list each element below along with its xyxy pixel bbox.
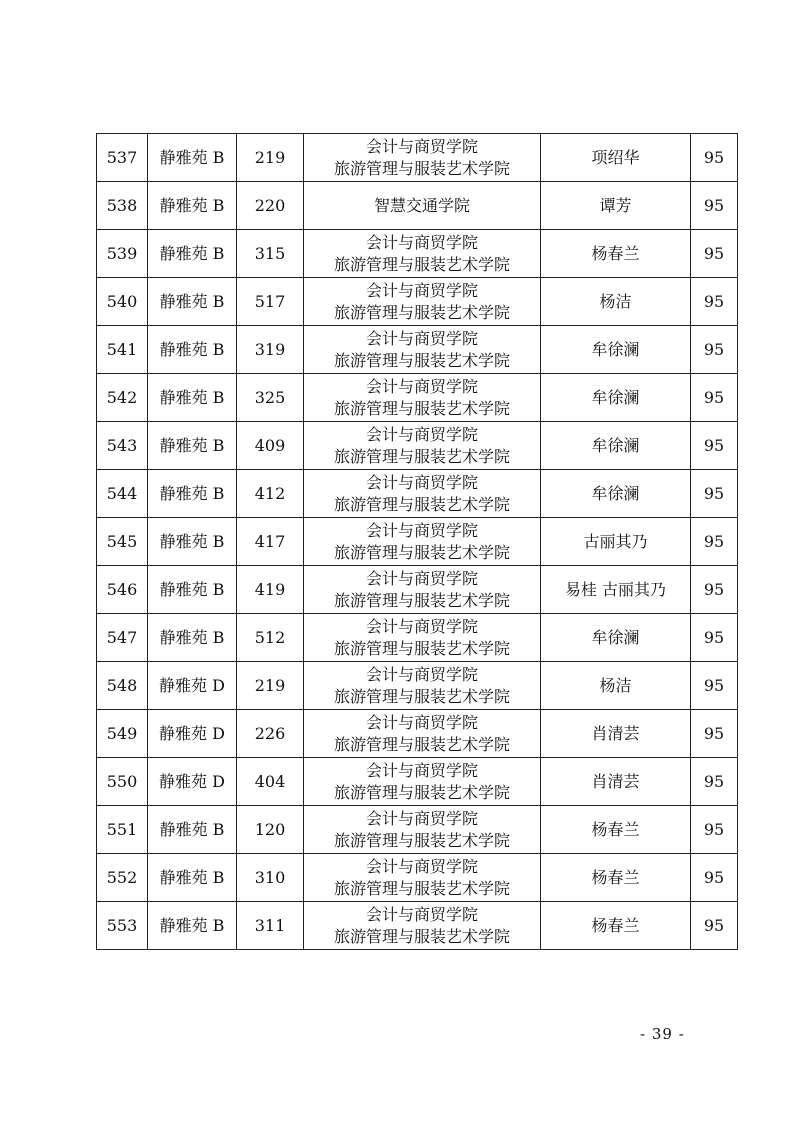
building-cell: 静雅苑 B (148, 326, 237, 374)
college-line: 会计与商贸学院 (365, 424, 478, 444)
row-number-cell: 537 (97, 134, 148, 182)
teacher-cell: 谭芳 (541, 182, 691, 230)
row-number-cell: 538 (97, 182, 148, 230)
row-number-cell: 552 (97, 854, 148, 902)
room-cell: 219 (237, 662, 304, 710)
teacher-cell: 牟徐澜 (541, 614, 691, 662)
college-line: 旅游管理与服装艺术学院 (333, 830, 510, 850)
room-cell: 120 (237, 806, 304, 854)
room-cell: 220 (237, 182, 304, 230)
row-number-cell: 540 (97, 278, 148, 326)
table-row (97, 614, 738, 662)
score-cell: 95 (691, 806, 738, 854)
row-number-cell: 542 (97, 374, 148, 422)
college-line: 会计与商贸学院 (365, 232, 478, 252)
college-line: 会计与商贸学院 (365, 760, 478, 780)
college-cell (304, 614, 541, 662)
college-line: 旅游管理与服装艺术学院 (333, 734, 510, 754)
building-cell: 静雅苑 B (148, 422, 237, 470)
table-row (97, 758, 738, 806)
score-cell: 95 (691, 518, 738, 566)
room-cell: 226 (237, 710, 304, 758)
college-cell (304, 470, 541, 518)
college-cell (304, 854, 541, 902)
college-line: 会计与商贸学院 (365, 664, 478, 684)
building-cell: 静雅苑 B (148, 518, 237, 566)
table-row (97, 470, 738, 518)
table-row (97, 662, 738, 710)
room-cell: 310 (237, 854, 304, 902)
college-cell (304, 422, 541, 470)
score-cell: 95 (691, 470, 738, 518)
teacher-cell: 杨春兰 (541, 230, 691, 278)
college-line: 旅游管理与服装艺术学院 (333, 350, 510, 370)
college-cell (304, 134, 541, 182)
college-line: 旅游管理与服装艺术学院 (333, 494, 510, 514)
building-cell: 静雅苑 B (148, 470, 237, 518)
table-row (97, 326, 738, 374)
college-line: 旅游管理与服装艺术学院 (333, 542, 510, 562)
college-line: 旅游管理与服装艺术学院 (333, 590, 510, 610)
teacher-cell: 牟徐澜 (541, 374, 691, 422)
college-line: 旅游管理与服装艺术学院 (333, 158, 510, 178)
college-line: 会计与商贸学院 (365, 136, 478, 156)
building-cell: 静雅苑 B (148, 614, 237, 662)
teacher-cell: 项绍华 (541, 134, 691, 182)
building-cell: 静雅苑 B (148, 182, 237, 230)
score-cell: 95 (691, 182, 738, 230)
room-cell: 517 (237, 278, 304, 326)
score-cell: 95 (691, 614, 738, 662)
college-cell (304, 374, 541, 422)
building-cell: 静雅苑 B (148, 566, 237, 614)
building-cell: 静雅苑 D (148, 758, 237, 806)
table-row (97, 278, 738, 326)
college-line: 旅游管理与服装艺术学院 (333, 302, 510, 322)
teacher-cell: 杨春兰 (541, 902, 691, 950)
row-number-cell: 553 (97, 902, 148, 950)
score-cell: 95 (691, 854, 738, 902)
college-line: 会计与商贸学院 (365, 376, 478, 396)
row-number-cell: 544 (97, 470, 148, 518)
row-number-cell: 543 (97, 422, 148, 470)
college-line: 旅游管理与服装艺术学院 (333, 878, 510, 898)
teacher-cell: 肖清芸 (541, 758, 691, 806)
room-cell: 315 (237, 230, 304, 278)
room-cell: 417 (237, 518, 304, 566)
table-row (97, 710, 738, 758)
score-cell: 95 (691, 134, 738, 182)
college-line: 智慧交通学院 (373, 195, 470, 215)
score-cell: 95 (691, 566, 738, 614)
table-row (97, 134, 738, 182)
building-cell: 静雅苑 D (148, 710, 237, 758)
score-cell: 95 (691, 230, 738, 278)
college-cell (304, 278, 541, 326)
table-row (97, 902, 738, 950)
row-number-cell: 545 (97, 518, 148, 566)
row-number-cell: 549 (97, 710, 148, 758)
college-cell (304, 662, 541, 710)
building-cell: 静雅苑 B (148, 374, 237, 422)
college-line: 会计与商贸学院 (365, 568, 478, 588)
college-cell (304, 710, 541, 758)
college-cell (304, 806, 541, 854)
room-cell: 409 (237, 422, 304, 470)
teacher-cell: 易桂 古丽其乃 (541, 566, 691, 614)
building-cell: 静雅苑 B (148, 134, 237, 182)
score-cell: 95 (691, 278, 738, 326)
college-line: 会计与商贸学院 (365, 616, 478, 636)
college-line: 会计与商贸学院 (365, 808, 478, 828)
college-cell (304, 518, 541, 566)
table-row (97, 182, 738, 230)
row-number-cell: 550 (97, 758, 148, 806)
score-cell: 95 (691, 422, 738, 470)
room-cell: 404 (237, 758, 304, 806)
college-line: 会计与商贸学院 (365, 328, 478, 348)
college-line: 旅游管理与服装艺术学院 (333, 254, 510, 274)
table-row (97, 854, 738, 902)
room-cell: 219 (237, 134, 304, 182)
college-line: 旅游管理与服装艺术学院 (333, 782, 510, 802)
college-cell (304, 566, 541, 614)
score-cell: 95 (691, 326, 738, 374)
building-cell: 静雅苑 B (148, 854, 237, 902)
teacher-cell: 牟徐澜 (541, 422, 691, 470)
score-cell: 95 (691, 374, 738, 422)
building-cell: 静雅苑 B (148, 806, 237, 854)
college-cell (304, 758, 541, 806)
teacher-cell: 杨春兰 (541, 806, 691, 854)
room-cell: 512 (237, 614, 304, 662)
college-cell (304, 230, 541, 278)
college-line: 会计与商贸学院 (365, 520, 478, 540)
table-row (97, 422, 738, 470)
row-number-cell: 546 (97, 566, 148, 614)
teacher-cell: 杨洁 (541, 278, 691, 326)
table-row (97, 230, 738, 278)
row-number-cell: 539 (97, 230, 148, 278)
teacher-cell: 杨春兰 (541, 854, 691, 902)
table-row (97, 566, 738, 614)
table-body (97, 134, 738, 950)
table-row (97, 374, 738, 422)
college-line: 会计与商贸学院 (365, 856, 478, 876)
row-number-cell: 551 (97, 806, 148, 854)
table-row (97, 518, 738, 566)
college-cell (304, 326, 541, 374)
row-number-cell: 541 (97, 326, 148, 374)
building-cell: 静雅苑 B (148, 902, 237, 950)
teacher-cell: 古丽其乃 (541, 518, 691, 566)
row-number-cell: 548 (97, 662, 148, 710)
building-cell: 静雅苑 B (148, 230, 237, 278)
teacher-cell: 牟徐澜 (541, 326, 691, 374)
dormitory-score-table (96, 133, 738, 950)
college-line: 旅游管理与服装艺术学院 (333, 638, 510, 658)
college-cell (304, 902, 541, 950)
teacher-cell: 杨洁 (541, 662, 691, 710)
room-cell: 311 (237, 902, 304, 950)
score-cell: 95 (691, 902, 738, 950)
score-cell: 95 (691, 662, 738, 710)
score-cell: 95 (691, 758, 738, 806)
building-cell: 静雅苑 B (148, 278, 237, 326)
room-cell: 319 (237, 326, 304, 374)
college-line: 会计与商贸学院 (365, 472, 478, 492)
college-cell (304, 182, 541, 230)
teacher-cell: 牟徐澜 (541, 470, 691, 518)
room-cell: 419 (237, 566, 304, 614)
college-line: 旅游管理与服装艺术学院 (333, 926, 510, 946)
page-number: - 39 - (640, 1025, 685, 1043)
college-line: 会计与商贸学院 (365, 280, 478, 300)
college-line: 旅游管理与服装艺术学院 (333, 398, 510, 418)
college-line: 旅游管理与服装艺术学院 (333, 686, 510, 706)
row-number-cell: 547 (97, 614, 148, 662)
score-cell: 95 (691, 710, 738, 758)
table-row (97, 806, 738, 854)
room-cell: 412 (237, 470, 304, 518)
college-line: 旅游管理与服装艺术学院 (333, 446, 510, 466)
room-cell: 325 (237, 374, 304, 422)
building-cell: 静雅苑 D (148, 662, 237, 710)
teacher-cell: 肖清芸 (541, 710, 691, 758)
college-line: 会计与商贸学院 (365, 904, 478, 924)
college-line: 会计与商贸学院 (365, 712, 478, 732)
